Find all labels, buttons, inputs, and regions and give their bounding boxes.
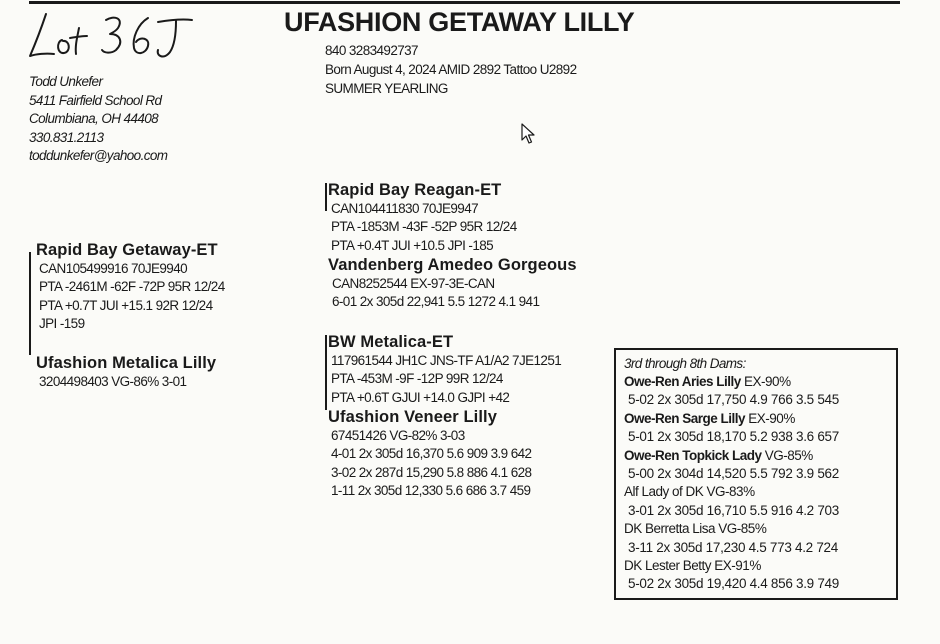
dam-sire-id: 117961544 JH1C JNS-TF A1/A2 7JE1251 bbox=[331, 353, 562, 368]
sire-block bbox=[36, 240, 225, 334]
sire-dam-id: CAN8252544 EX-97-3E-CAN bbox=[332, 276, 495, 291]
dam-entry-record: 5-02 2x 305d 19,420 4.4 856 3.9 749 bbox=[628, 576, 839, 592]
animal-id: 840 3283492737 bbox=[325, 43, 418, 58]
dam-entry bbox=[624, 373, 839, 410]
class-info: SUMMER YEARLING bbox=[325, 81, 448, 96]
pedigree-bracket bbox=[29, 252, 31, 355]
dam-entry-name: DK Berretta Lisa bbox=[624, 521, 716, 537]
sire-sire-name: Rapid Bay Reagan-ET bbox=[328, 181, 502, 199]
dam-sire-pta-1: PTA -453M -9F -12P 99R 12/24 bbox=[331, 371, 503, 387]
animal-title: UFASHION GETAWAY LILLY bbox=[284, 7, 635, 37]
dam-sire-name: BW Metalica-ET bbox=[328, 333, 454, 351]
pedigree-bracket bbox=[325, 335, 327, 410]
sire-dam-record: 6-01 2x 305d 22,941 5.5 1272 4.1 941 bbox=[332, 294, 540, 310]
dam-entry-score: VG-85% bbox=[761, 447, 813, 463]
dam-id: 3204498403 VG-86% 3-01 bbox=[39, 374, 187, 389]
dam-dam-name: Ufashion Veneer Lilly bbox=[328, 408, 497, 426]
dam-block bbox=[36, 353, 216, 391]
sire-sire-block bbox=[328, 180, 517, 255]
sire-pta-2: PTA +0.7T JUI +15.1 92R 12/24 bbox=[39, 297, 213, 313]
mouse-cursor-icon bbox=[521, 123, 537, 145]
seller-phone: 330.831.2113 bbox=[29, 129, 104, 145]
seller-email: toddunkefer@yahoo.com bbox=[29, 148, 168, 164]
seller-info bbox=[29, 73, 167, 166]
dam-entry bbox=[624, 483, 839, 520]
dam-entry bbox=[624, 557, 839, 594]
dam-entry-name: DK Lester Betty bbox=[624, 558, 712, 574]
dam-entry-record: 5-00 2x 304d 14,520 5.5 792 3.9 562 bbox=[628, 466, 839, 482]
sire-pta-1: PTA -2461M -62F -72P 95R 12/24 bbox=[39, 279, 225, 295]
dam-dam-record-3: 1-11 2x 305d 12,330 5.6 686 3.7 459 bbox=[331, 483, 531, 499]
dam-entry bbox=[624, 410, 839, 447]
dam-entry-name: Owe-Ren Sarge Lilly bbox=[624, 410, 746, 426]
dam-dam-record-1: 4-01 2x 305d 16,370 5.6 909 3.9 642 bbox=[331, 446, 532, 462]
dam-entry-record: 3-11 2x 305d 17,230 4.5 773 4.2 724 bbox=[628, 539, 838, 555]
sire-dam-name: Vandenberg Amedeo Gorgeous bbox=[328, 256, 577, 274]
sire-sire-id: CAN104411830 70JE9947 bbox=[331, 201, 479, 216]
dam-entry-score: VG-83% bbox=[703, 484, 755, 500]
sire-dam-block bbox=[328, 255, 577, 312]
dam-entry-score: EX-91% bbox=[711, 558, 761, 574]
dam-entry-name: Owe-Ren Aries Lilly bbox=[624, 374, 741, 389]
dam-dam-record-2: 3-02 2x 287d 15,290 5.8 886 4.1 628 bbox=[331, 464, 532, 480]
lot-number-handwritten bbox=[24, 10, 199, 64]
sire-name: Rapid Bay Getaway-ET bbox=[36, 241, 218, 259]
dam-entry bbox=[624, 520, 839, 557]
dam-entry-score: VG-85% bbox=[715, 521, 767, 537]
sire-id: CAN105499916 70JE9940 bbox=[39, 261, 188, 276]
dam-entry-name: Owe-Ren Topkick Lady bbox=[624, 447, 762, 463]
sire-sire-pta-2: PTA +0.4T JUI +10.5 JPI -185 bbox=[331, 237, 494, 253]
sire-sire-pta-1: PTA -1853M -43F -52P 95R 12/24 bbox=[331, 219, 517, 235]
dam-entry-record: 5-02 2x 305d 17,750 4.9 766 3.5 545 bbox=[628, 392, 839, 408]
dam-dam-block bbox=[328, 407, 531, 501]
dam-entry bbox=[624, 447, 839, 484]
pedigree-bracket bbox=[325, 183, 327, 211]
birth-info: Born August 4, 2024 AMID 2892 Tattoo U2892 bbox=[325, 62, 577, 77]
dam-entry-name: Alf Lady of DK bbox=[624, 484, 704, 500]
seller-name: Todd Unkefer bbox=[29, 74, 103, 89]
seller-address: 5411 Fairfield School Rd bbox=[29, 92, 162, 108]
dam-name: Ufashion Metalica Lilly bbox=[36, 354, 217, 372]
seller-city: Columbiana, OH 44408 bbox=[29, 111, 159, 127]
extended-dams-heading: 3rd through 8th Dams: bbox=[624, 356, 746, 371]
sire-jpi: JPI -159 bbox=[39, 316, 85, 332]
dam-entry-record: 3-01 2x 305d 16,710 5.5 916 4.2 703 bbox=[628, 502, 839, 518]
dam-entry-record: 5-01 2x 305d 18,170 5.2 938 3.6 657 bbox=[628, 429, 839, 445]
dam-dam-id: 67451426 VG-82% 3-03 bbox=[331, 428, 465, 443]
dam-sire-pta-2: PTA +0.6T GJUI +14.0 GJPI +42 bbox=[331, 389, 510, 405]
dam-entry-score: EX-90% bbox=[745, 410, 795, 426]
dam-entry-score: EX-90% bbox=[740, 374, 791, 389]
dam-sire-block bbox=[328, 332, 561, 407]
animal-info bbox=[325, 41, 577, 98]
top-rule bbox=[29, 1, 900, 4]
extended-dams-box bbox=[614, 348, 898, 600]
